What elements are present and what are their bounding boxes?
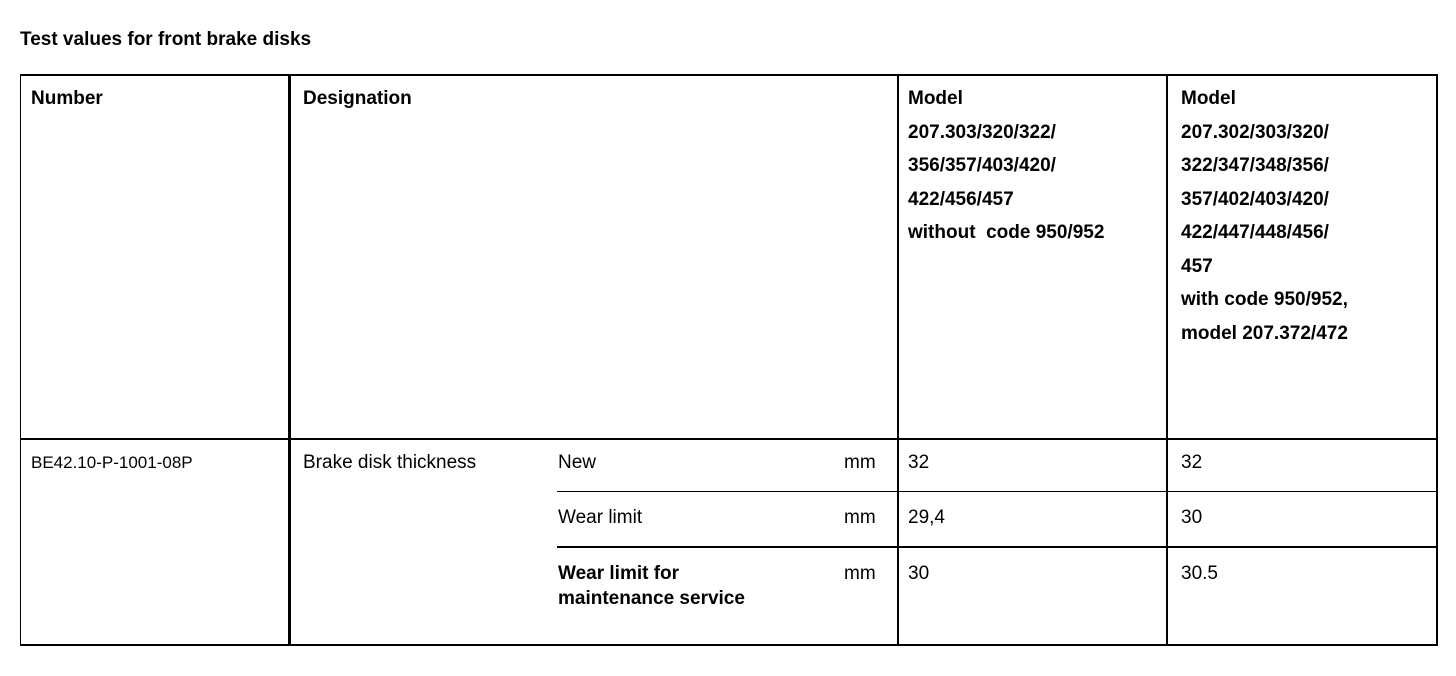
sub-row-label <box>558 561 745 611</box>
sub-row-label: Wear limit <box>558 507 643 528</box>
header-model-2-line: 457 <box>1181 255 1213 277</box>
row-divider <box>557 546 1438 548</box>
header-model-2-line: with code 950/952, <box>1181 289 1348 310</box>
sub-row-label: New <box>558 452 597 473</box>
sub-row-unit: mm <box>844 452 876 473</box>
header-model-1-line: without code 950/952 <box>908 222 1105 243</box>
header-model-1 <box>908 82 1104 250</box>
header-model-2-line: 322/347/348/356/ <box>1181 155 1329 176</box>
header-model-2-line: model 207.372/472 <box>1181 322 1348 344</box>
header-model-2-line: 422/447/448/456/ <box>1181 222 1329 243</box>
header-model-2 <box>1181 82 1348 350</box>
row-number: BE42.10-P-1001-08P <box>31 453 193 472</box>
sub-row-unit: mm <box>844 507 876 528</box>
table-top-border <box>20 74 1438 76</box>
sub-row-label-line: Wear limit for <box>558 563 680 584</box>
row-divider <box>557 491 1438 492</box>
sub-row-unit: mm <box>844 563 876 584</box>
value-model-2: 30.5 <box>1181 563 1218 584</box>
header-model-1-line: 207.303/320/322/ <box>908 121 1056 143</box>
header-model-1-line: Model <box>908 88 963 109</box>
value-model-2: 30 <box>1181 507 1203 528</box>
value-model-1: 29,4 <box>908 507 945 528</box>
row-designation: Brake disk thickness <box>303 452 477 473</box>
header-model-2-line: Model <box>1181 88 1236 109</box>
table-bottom-border <box>20 644 1438 646</box>
header-model-1-line: 422/456/457 <box>908 188 1014 210</box>
header-model-2-line: 357/402/403/420/ <box>1181 188 1329 210</box>
header-bottom-border <box>20 438 1438 440</box>
header-model-2-line: 207.302/303/320/ <box>1181 121 1329 143</box>
table-left-border <box>20 74 21 646</box>
page-title: Test values for front brake disks <box>20 29 312 50</box>
column-divider <box>288 74 291 646</box>
column-divider <box>897 74 899 646</box>
column-divider <box>1166 74 1168 646</box>
header-number: Number <box>31 88 103 109</box>
header-designation: Designation <box>303 88 412 109</box>
sub-row-label-line: maintenance service <box>558 588 745 609</box>
value-model-2: 32 <box>1181 452 1203 473</box>
table-right-border <box>1436 74 1438 646</box>
value-model-1: 32 <box>908 452 930 473</box>
header-model-1-line: 356/357/403/420/ <box>908 155 1056 176</box>
value-model-1: 30 <box>908 563 930 584</box>
